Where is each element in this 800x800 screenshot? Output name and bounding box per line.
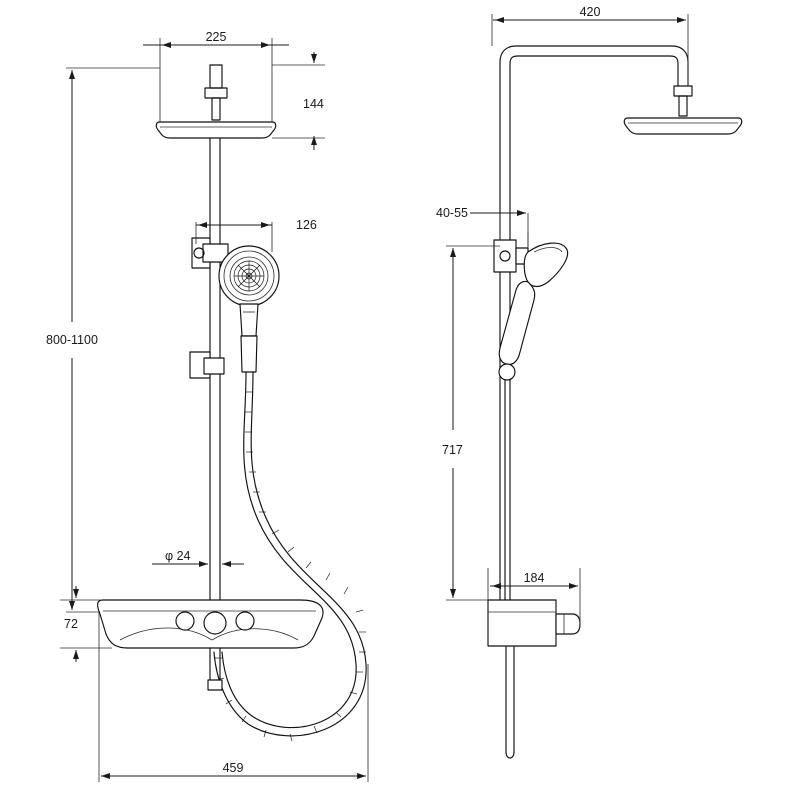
side-view-dimensions [436,5,688,624]
side-hose-drop-end [506,752,514,758]
shower-arm-stub [210,65,222,88]
shower-hose-outer [222,372,356,728]
dim-label-800-1100: 800-1100 [46,333,98,347]
dim-label-717: 717 [442,443,463,457]
side-arm-outer [500,46,688,86]
dim-label-diameter: φ 24 [165,549,191,563]
dim-label-126: 126 [296,218,317,232]
shower-hose-inner [214,372,366,736]
dim-label-40-55: 40-55 [436,206,468,220]
shower-arm-neck [212,98,220,120]
mixer-knob-center [204,612,226,634]
dim-label-420: 420 [579,5,601,19]
side-handset-hose-nut [499,364,515,380]
side-handset-handle [499,281,535,364]
dim-label-459: 459 [222,761,244,775]
dim-label-144: 144 [303,97,324,111]
dim-label-184: 184 [523,571,545,585]
lower-bracket-clamp [204,358,224,374]
side-mixer-outlet [556,614,580,634]
front-view-geometry [98,65,367,741]
handset-handle [241,336,257,372]
hose-ribbing [215,392,366,741]
side-view-geometry [488,46,742,758]
handset-grip [240,304,258,336]
mixer-outlet-nut [208,680,222,690]
mixer-knob-right [236,612,254,630]
side-bracket [494,240,516,272]
overhead-shower-head [156,122,275,138]
side-handset-head [524,243,567,286]
side-mixer-body [488,600,556,646]
side-overhead-head [624,118,741,134]
side-arm-collar [674,86,692,96]
dim-label-72: 72 [64,617,78,631]
front-view-dimensions [46,30,368,782]
dim-label-225: 225 [205,30,227,44]
side-arm-inner [510,56,678,86]
side-arm-neck [679,96,687,116]
shower-arm-collar [205,88,227,98]
handset-spray-holes [234,261,264,291]
mixer-knob-left [176,612,194,630]
